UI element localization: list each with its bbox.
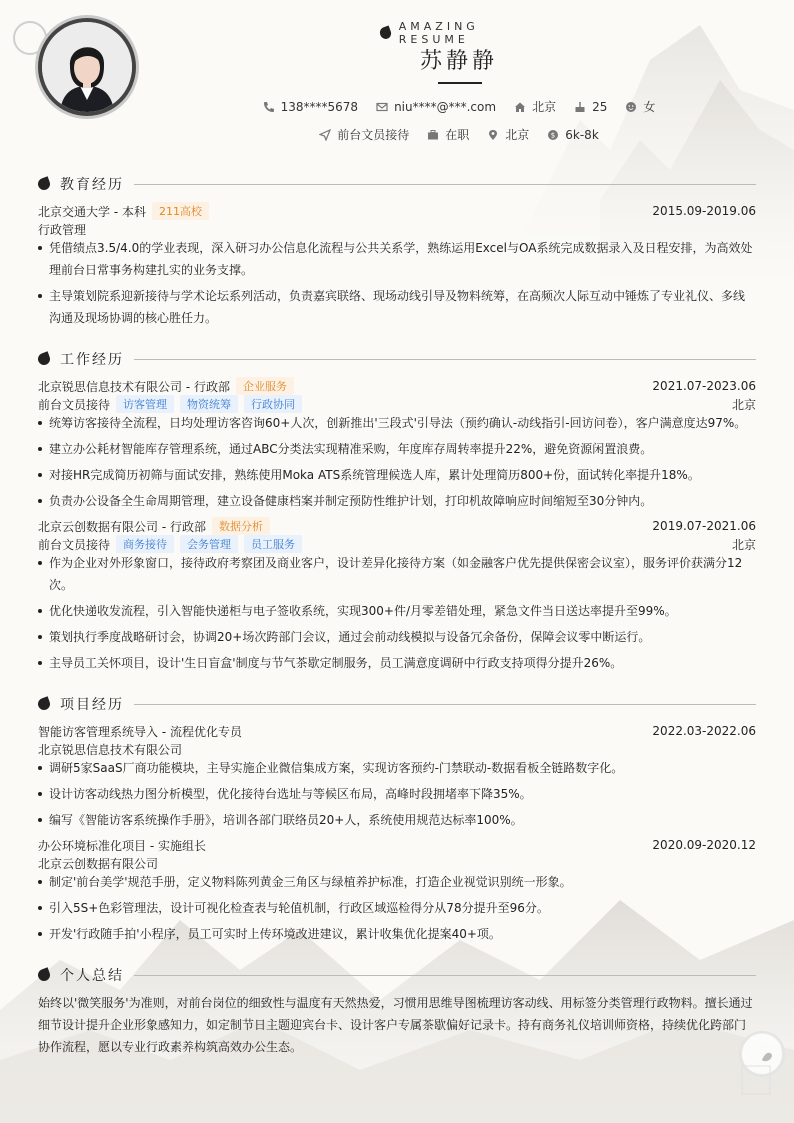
list-item: 对接HR完成简历初筛与面试安排，熟练使用Moka ATS系统管理候选人库，累计处理简历800+份，面试转化率提升18%。	[38, 464, 756, 486]
industry-tag: 数据分析	[212, 517, 270, 535]
skill-tag: 会务管理	[180, 535, 238, 553]
list-item: 建立办公耗材智能库存管理系统，通过ABC分类法实现精准采购，年度库存周转率提升22%，避免资源闲置浪费。	[38, 438, 756, 460]
section-title: 个人总结	[60, 968, 124, 984]
major-name: 行政管理	[38, 222, 87, 237]
brand-mark	[380, 20, 540, 46]
company-name: 北京锐思信息技术有限公司 - 行政部	[38, 379, 230, 394]
salary-text: 6k-8k	[565, 127, 599, 142]
project-section-header	[38, 694, 756, 714]
section-title: 教育经历	[60, 177, 124, 193]
home-icon	[514, 101, 526, 113]
project-company-row	[38, 740, 756, 758]
list-item: 作为企业对外形象窗口，接待政府考察团及商业客户，设计差异化接待方案（如金融客户优先提供保密会议室），服务评价获满分12次。	[38, 552, 756, 596]
leaf-icon	[36, 351, 51, 366]
project-company-row	[38, 854, 756, 872]
leaf-icon	[36, 696, 51, 711]
money-icon	[547, 129, 559, 141]
list-item: 统筹访客接待全流程，日均处理访客咨询60+人次，创新推出'三段式'引导法（预约确认-动线指引-回访问卷），客户满意度达97%。	[38, 412, 756, 434]
list-item: 策划执行季度战略研讨会，协调20+场次跨部门会议，通过会前动线模拟与设备冗余备份，保障会议零中断运行。	[38, 626, 756, 648]
job-date: 2021.07-2023.06	[652, 379, 756, 393]
section-divider	[134, 975, 756, 976]
brand-text: AMAZING RESUME	[398, 20, 479, 46]
target-job-item	[319, 126, 409, 143]
target-job-text: 前台文员接待	[337, 128, 410, 142]
city-text: 北京	[532, 100, 557, 114]
age-item	[574, 100, 607, 114]
email-text: niu****@***.com	[394, 99, 497, 114]
list-item: 凭借绩点3.5/4.0的学业表现，深入研习办公信息化流程与公共关系学，熟练运用Excel与OA系统完成数据录入及日程安排，为高效处理前台日常事务构建扎实的业务支撑。	[38, 237, 756, 281]
project-bullets	[38, 871, 756, 949]
list-item: 开发'行政随手拍'小程序，员工可实时上传环境改进建议，累计收集优化提案40+项。	[38, 923, 756, 945]
job-date: 2019.07-2021.06	[652, 519, 756, 533]
project-company: 北京锐思信息技术有限公司	[38, 742, 183, 757]
position-name: 前台文员接待	[38, 537, 111, 552]
major-row	[38, 220, 756, 238]
section-title: 工作经历	[60, 352, 124, 368]
project-header-row	[38, 836, 756, 854]
project-name: 智能访客管理系统导入 - 流程优化专员	[38, 724, 242, 739]
leaf-icon	[378, 26, 392, 41]
phone-text: 138****5678	[280, 99, 359, 114]
project-bullets	[38, 757, 756, 835]
skill-tag: 商务接待	[116, 535, 174, 553]
name-divider	[438, 82, 482, 84]
education-date: 2015.09-2019.06	[652, 204, 756, 218]
location-pin-icon	[487, 129, 499, 141]
target-city-text: 北京	[505, 128, 530, 142]
leaf-icon	[36, 176, 51, 191]
age-text: 25	[592, 99, 608, 114]
job-position-row	[38, 395, 756, 413]
list-item: 调研5家SaaS厂商功能模块，主导实施企业微信集成方案，实现访客预约-门禁联动-数据看板全链路数字化。	[38, 757, 756, 779]
svg-text:$: $	[551, 131, 556, 139]
job-city: 北京	[731, 397, 756, 412]
list-item: 主导策划院系迎新接待与学术论坛系列活动，负责嘉宾联络、现场动线引导及物料统筹，在高频次人际互动中锤炼了专业礼仪、多线沟通及现场协调的核心胜任力。	[38, 285, 756, 329]
skill-tag: 访客管理	[116, 395, 174, 413]
skill-tag: 员工服务	[244, 535, 302, 553]
work-section-header	[38, 349, 756, 369]
target-city-item	[487, 126, 529, 143]
project-date: 2022.03-2022.06	[652, 724, 756, 738]
cake-icon	[574, 101, 586, 113]
briefcase-icon	[427, 129, 439, 141]
list-item: 制定'前台美学'规范手册，定义物料陈列黄金三角区与绿植养护标准，打造企业视觉识别统一形象。	[38, 871, 756, 893]
status-text: 在职	[445, 128, 470, 142]
job-city: 北京	[731, 537, 756, 552]
school-tag: 211高校	[152, 202, 209, 220]
phone-icon	[263, 101, 275, 113]
project-company: 北京云创数据有限公司	[38, 856, 159, 871]
job-header-row	[38, 517, 756, 535]
gender-item	[625, 98, 655, 115]
candidate-name: 苏静静	[419, 49, 498, 74]
summary-section-header	[38, 965, 756, 985]
section-divider	[134, 184, 756, 185]
job-header-row	[38, 377, 756, 395]
job-bullets	[38, 412, 756, 516]
section-title: 项目经历	[60, 697, 124, 713]
job-bullets	[38, 552, 756, 678]
school-name: 北京交通大学 - 本科	[38, 204, 146, 219]
send-icon	[319, 129, 331, 141]
mail-icon	[376, 101, 388, 113]
project-date: 2020.09-2020.12	[652, 838, 756, 852]
education-bullets	[38, 237, 756, 333]
skill-tag: 物资统筹	[180, 395, 238, 413]
city-item	[514, 98, 556, 115]
job-intent-row	[124, 126, 794, 143]
list-item: 设计访客动线热力图分析模型，优化接待台选址与等候区布局，高峰时段拥堵率下降35%。	[38, 783, 756, 805]
gender-text: 女	[643, 100, 656, 114]
company-name: 北京云创数据有限公司 - 行政部	[38, 519, 206, 534]
skill-tag: 行政协同	[244, 395, 302, 413]
phone-item	[263, 100, 358, 114]
leaf-icon	[36, 967, 51, 982]
summary-text: 始终以'微笑服务'为准则，对前台岗位的细致性与温度有天然热爱，习惯用思维导图梳理访客动线、用标签分类管理行政物料。擅长通过细节设计提升企业形象感知力，如定制节日主题迎宾台卡、设计客户专属茶歇偏好记录卡。持有商务礼仪培训师资格，持续优化跨部门协作流程，愿以专业行政素养构筑高效办公生态。	[38, 996, 753, 1054]
industry-tag: 企业服务	[236, 377, 294, 395]
email-item	[376, 100, 496, 114]
status-item	[427, 126, 469, 143]
education-row	[38, 202, 756, 220]
list-item: 负责办公设备全生命周期管理，建立设备健康档案并制定预防性维护计划，打印机故障响应时间缩短至30分钟内。	[38, 490, 756, 512]
section-divider	[134, 704, 756, 705]
list-item: 优化快递收发流程，引入智能快递柜与电子签收系统，实现300+件/月零差错处理，紧急文件当日送达率提升至99%。	[38, 600, 756, 622]
project-name: 办公环境标准化项目 - 实施组长	[38, 838, 206, 853]
project-header-row	[38, 722, 756, 740]
job-position-row	[38, 535, 756, 553]
salary-item	[547, 128, 599, 142]
education-section-header	[38, 174, 756, 194]
contact-info-row	[124, 98, 794, 115]
list-item: 编写《智能访客系统操作手册》，培训各部门联络员20+人，系统使用规范达标率100%。	[38, 809, 756, 831]
list-item: 引入5S+色彩管理法，设计可视化检查表与轮值机制，行政区域巡检得分从78分提升至96分。	[38, 897, 756, 919]
face-icon	[625, 101, 637, 113]
section-divider	[134, 359, 756, 360]
list-item: 主导员工关怀项目，设计'生日盲盒'制度与节气茶歇定制服务，员工满意度调研中行政支持项得分提升26%。	[38, 652, 756, 674]
position-name: 前台文员接待	[38, 397, 111, 412]
